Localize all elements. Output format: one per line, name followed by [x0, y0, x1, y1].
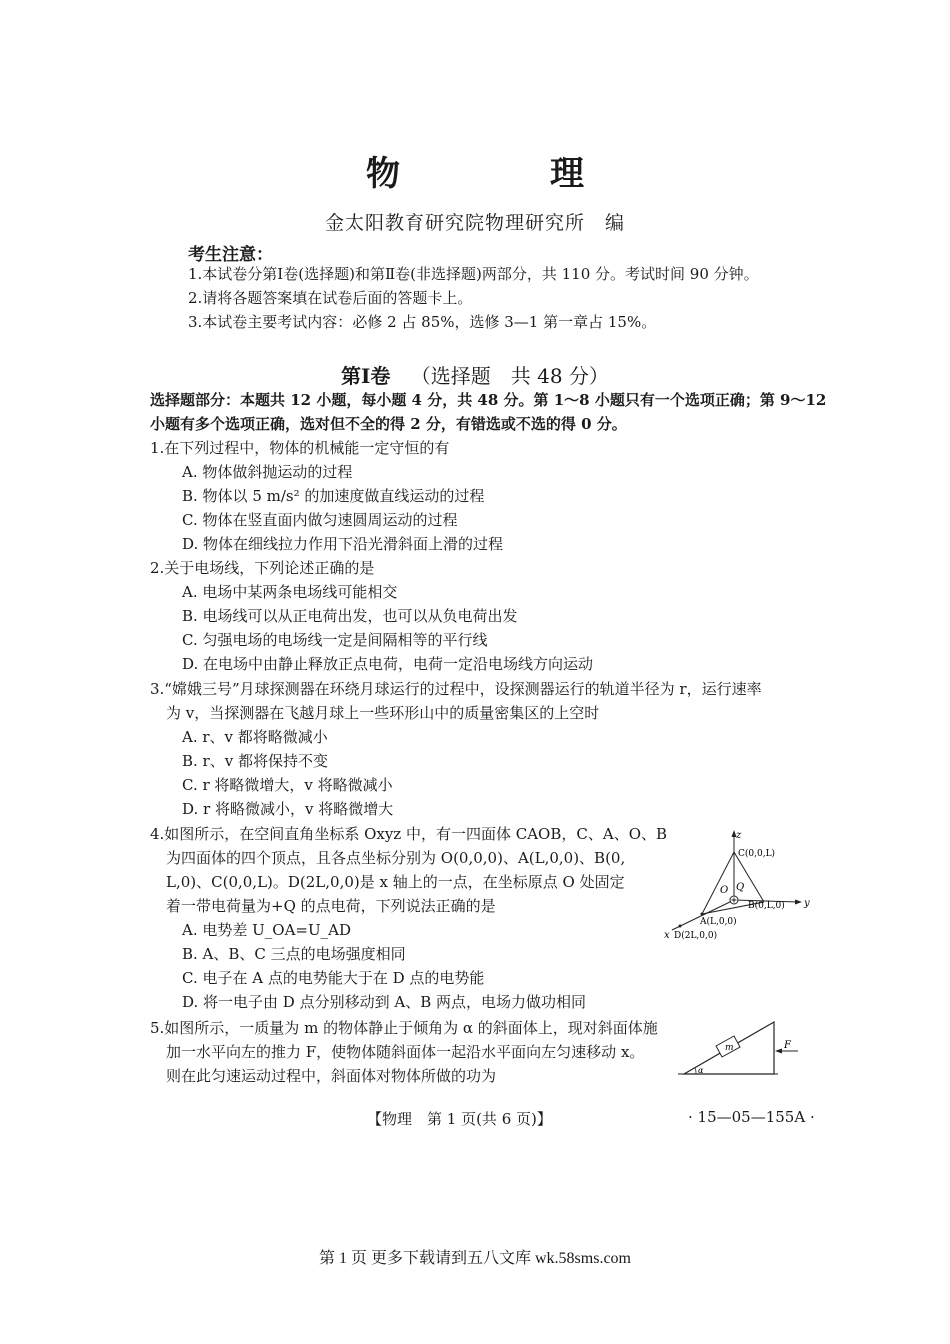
question-option: A. 物体做斜抛运动的过程	[182, 463, 353, 481]
instructions-line: 小题有多个选项正确，选对但不全的得 2 分，有错选或不选的得 0 分。	[150, 415, 627, 433]
question-stem: 2.关于电场线，下列论述正确的是	[150, 559, 375, 577]
question-option: D. 物体在细线拉力作用下沿光滑斜面上滑的过程	[182, 535, 504, 553]
point-o-label: O	[720, 885, 729, 896]
question-option: B. r、v 都将保持不变	[182, 752, 328, 770]
notice-item: 3.本试卷主要考试内容：必修 2 占 85%，选修 3—1 第一章占 15%。	[188, 313, 657, 331]
force-label: F	[784, 1040, 791, 1051]
notice-item: 1.本试卷分第Ⅰ卷(选择题)和第Ⅱ卷(非选择题)两部分，共 110 分。考试时间 90 分钟。	[188, 265, 759, 283]
question-stem: 4.如图所示，在空间直角坐标系 Oxyz 中，有一四面体 CAOB，C、A、O、B	[150, 825, 668, 843]
instructions-line: 选择题部分：本题共 12 小题，每小题 4 分，共 48 分。第 1～8 小题只有一个选项正确；第 9～12	[150, 391, 827, 409]
question-option: A. r、v 都将略微减小	[182, 728, 328, 746]
angle-label: α	[698, 1066, 704, 1075]
question-option: D. 在电场中由静止释放正点电荷，电荷一定沿电场线方向运动	[182, 655, 594, 673]
question-option: C. 物体在竖直面内做匀速圆周运动的过程	[182, 511, 458, 529]
charge-q-label: Q	[736, 882, 745, 893]
page-title: 物 理	[366, 154, 642, 194]
question-stem: 3.“嫦娥三号”月球探测器在环绕月球运行的过程中，设探测器运行的轨道半径为 r，运行速率	[150, 680, 762, 698]
question-option: B. A、B、C 三点的电场强度相同	[182, 945, 406, 963]
notice-item: 2.请将各题答案填在试卷后面的答题卡上。	[188, 289, 473, 307]
question-option: B. 物体以 5 m/s² 的加速度做直线运动的过程	[182, 487, 485, 505]
question-option: C. 电子在 A 点的电势能大于在 D 点的电势能	[182, 969, 485, 987]
question-option: C. r 将略微增大，v 将略微减小	[182, 776, 393, 794]
point-d-label: D(2L,0,0)	[674, 931, 718, 941]
question-stem: 为 v，当探测器在飞越月球上一些环形山中的质量密集区的上空时	[166, 704, 600, 722]
editor-line: 金太阳教育研究院物理研究所 编	[324, 212, 625, 234]
tetrahedron-figure	[660, 826, 810, 942]
question-option: C. 匀强电场的电场线一定是间隔相等的平行线	[182, 631, 488, 649]
question-stem: 1.在下列过程中，物体的机械能一定守恒的有	[150, 439, 450, 457]
footer-code: · 15—05—155A ·	[688, 1108, 815, 1126]
question-stem: 为四面体的四个顶点，且各点坐标分别为 O(0,0,0)、A(L,0,0)、B(0,	[166, 849, 626, 867]
question-option: B. 电场线可以从正电荷出发，也可以从负电荷出发	[182, 607, 518, 625]
footer-page-info: 【物理 第 1 页(共 6 页)】	[367, 1110, 552, 1128]
point-b-label: B(0,L,0)	[748, 901, 785, 911]
question-stem: 则在此匀速运动过程中，斜面体对物体所做的功为	[166, 1067, 497, 1085]
question-option: D. 将一电子由 D 点分别移动到 A、B 两点，电场力做功相同	[182, 993, 586, 1011]
incline-figure	[678, 1016, 804, 1078]
notice-heading: 考生注意：	[188, 245, 273, 265]
page-footer: 第 1 页 更多下载请到五八文库 wk.58sms.com	[318, 1250, 631, 1267]
question-stem: L,0)、C(0,0,L)。D(2L,0,0)是 x 轴上的一点，在坐标原点 O 处固定	[166, 873, 625, 891]
mass-label: m	[725, 1043, 734, 1053]
question-stem: 加一水平向左的推力 F，使物体随斜面体一起沿水平面向左匀速移动 x。	[166, 1043, 645, 1061]
point-a-label: A(L,0,0)	[700, 917, 737, 927]
axis-y-label: y	[804, 898, 810, 909]
question-option: A. 电场中某两条电场线可能相交	[182, 583, 398, 601]
section-name: 第Ⅰ卷	[341, 364, 391, 388]
axis-x-label: x	[664, 930, 670, 941]
point-c-label: C(0,0,L)	[738, 849, 776, 859]
question-stem: 着一带电荷量为+Q 的点电荷，下列说法正确的是	[166, 897, 496, 915]
section-desc: （选择题 共 48 分）	[410, 364, 609, 388]
axis-z-label: z	[736, 830, 742, 841]
question-option: D. r 将略微减小，v 将略微增大	[182, 800, 394, 818]
section-heading	[0, 360, 950, 389]
question-option: A. 电势差 U_OA=U_AD	[182, 921, 351, 939]
question-stem: 5.如图所示，一质量为 m 的物体静止于倾角为 α 的斜面体上，现对斜面体施	[150, 1019, 658, 1037]
